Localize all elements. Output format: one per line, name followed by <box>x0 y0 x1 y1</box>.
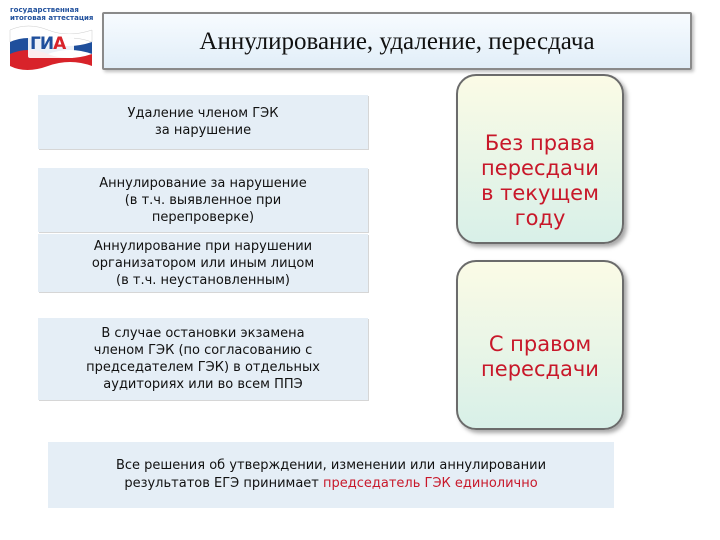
organizer-violation-item: Аннулирование при нарушении организатором или иным лицом (в т.ч. неустановленным) <box>38 234 368 292</box>
slide-title: Аннулирование, удаление, пересдача <box>199 28 595 55</box>
slide-title-box <box>102 12 692 70</box>
gia-logo <box>4 4 96 74</box>
logo-caption-line1: государственная <box>10 6 79 14</box>
logo-caption-line2: итоговая аттестация <box>10 14 94 22</box>
logo-mark <box>30 34 65 54</box>
no-retake-box <box>456 74 624 244</box>
decision-note-line1: Все решения об утверждении, изменении или аннулировании <box>115 458 547 473</box>
retake-allowed-label: С правом пересдачи <box>481 332 599 381</box>
violation-removal-item: Удаление членом ГЭК за нарушение <box>38 95 368 149</box>
logo-mark-a: А <box>53 34 66 54</box>
exam-stop-item: В случае остановки экзамена членом ГЭК (по согласованию с председателем ГЭК) в отдельных аудиториях или во всем ППЭ <box>38 318 368 400</box>
retake-allowed-box <box>456 260 624 430</box>
violation-annulment-item: Аннулирование за нарушение (в т.ч. выявленное при перепроверке) <box>38 168 368 232</box>
logo-caption <box>10 6 98 22</box>
decision-note-emphasis: председатель ГЭК единолично <box>323 476 538 491</box>
decision-note-line2 <box>48 475 614 493</box>
decision-note-line2-start: результатов ЕГЭ принимает <box>124 476 323 491</box>
logo-mark-gi: ГИ <box>30 34 54 54</box>
decision-note <box>48 442 614 508</box>
no-retake-label: Без права пересдачи в текущем году <box>481 131 599 230</box>
